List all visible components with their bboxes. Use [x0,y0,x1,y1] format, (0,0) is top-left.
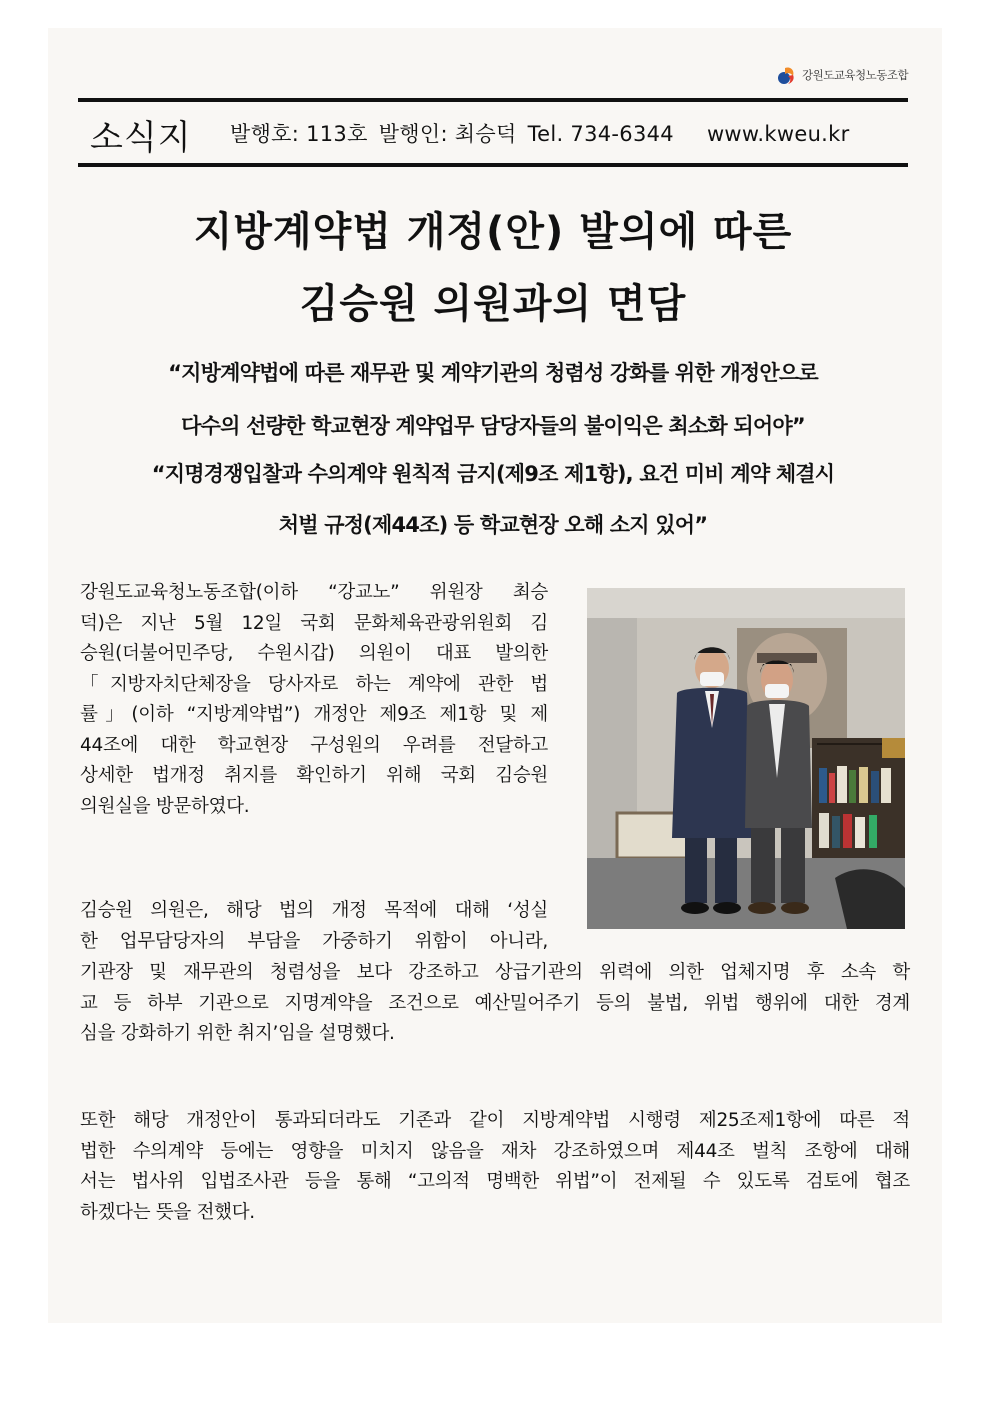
masthead-title: 소식지 [90,118,192,158]
paragraph-line: 김승원 의원은, 해당 법의 개정 목적에 대해 ‘성실 [80,900,548,921]
issue-number: 발행호: 113호 [230,122,368,146]
meeting-photo-illustration [587,588,905,929]
paragraph-line: 덕)은 지난 5월 12일 국회 문화체육관광위원회 김 [80,612,548,634]
phone-number: Tel. 734-6344 [527,122,674,146]
paragraph-line: 「지방자치단체장을 당사자로 하는 계약에 관한 법 [80,673,548,695]
paragraph-line: 하겠다는 뜻을 전했다. [80,1201,255,1223]
paragraph-line: 심을 강화하기 위한 취지’임을 설명했다. [80,1023,395,1044]
subheadline-line-3: “지명경쟁입찰과 수의계약 원칙적 금지(제9조 제1항), 요건 미비 계약 체결시 [151,462,835,486]
paragraph-line: 교 등 하부 기관으로 지명계약을 조건으로 예산밀어주기 등의 불법, 위법 행위에 대한 경계 [80,992,910,1014]
org-logo [776,64,908,86]
paragraph-2-narrow [80,896,548,957]
paragraph-line: 기관장 및 재무관의 청렴성을 보다 강조하고 상급기관의 위력에 의한 업체지명 후 소속 학 [80,962,910,983]
meeting-photo [587,588,905,929]
paragraph-line: 상세한 법개정 취지를 확인하기 위해 국회 김승원 [80,765,548,786]
paragraph-line: 44조에 대한 학교현장 구성원의 우려를 전달하고 [80,734,548,756]
subheadline-line-1: “지방계약법에 따른 재무관 및 계약기관의 청렴성 강화를 위한 개정안으로 [168,361,818,385]
paragraph-1 [80,578,548,822]
org-logo-text: 강원도교육청노동조합 [802,68,909,82]
paragraph-line: 의원실을 방문하였다. [80,795,250,817]
paragraph-line: 한 업무담당자의 부담을 가중하기 위함이 아니라, [80,930,548,952]
paragraph-3 [80,1106,910,1228]
masthead-top-rule [78,98,908,102]
paragraph-line: 법한 수의계약 등에는 영향을 미치지 않음을 재차 강조하였으며 제44조 벌칙 조항에 대해 [80,1140,910,1162]
paragraph-line: 또한 해당 개정안이 통과되더라도 기존과 같이 지방계약법 시행령 제25조제1항에 따른 적 [80,1110,910,1131]
paragraph-line: 률」(이하 “지방계약법”) 개정안 제9조 제1항 및 제 [80,704,548,725]
paragraph-line: 강원도교육청노동조합(이하 “강교노” 위원장 최승 [80,582,548,603]
paragraph-line: 승원(더불어민주당, 수원시갑) 의원이 대표 발의한 [80,643,548,664]
union-logo-icon [776,64,798,86]
paragraph-line: 서는 법사위 입법조사관 등을 통해 “고의적 명백한 위법”이 전제될 수 있도록 검토에 협조 [80,1171,910,1192]
paragraph-2-wide [80,958,910,1050]
website-link[interactable]: www.kweu.kr [706,122,850,146]
publisher: 발행인: 최승덕 [378,122,517,146]
masthead-info [230,118,850,148]
headline-line-1: 지방계약법 개정(안) 발의에 따른 [193,209,793,255]
subheadline-line-2: 다수의 선량한 학교현장 계약업무 담당자들의 불이익은 최소화 되어야” [181,414,805,438]
masthead-bottom-rule [78,163,908,167]
headline-line-2: 김승원 의원과의 면담 [299,281,687,327]
subheadline-line-4: 처벌 규정(제44조) 등 학교현장 오해 소지 있어” [278,513,708,537]
